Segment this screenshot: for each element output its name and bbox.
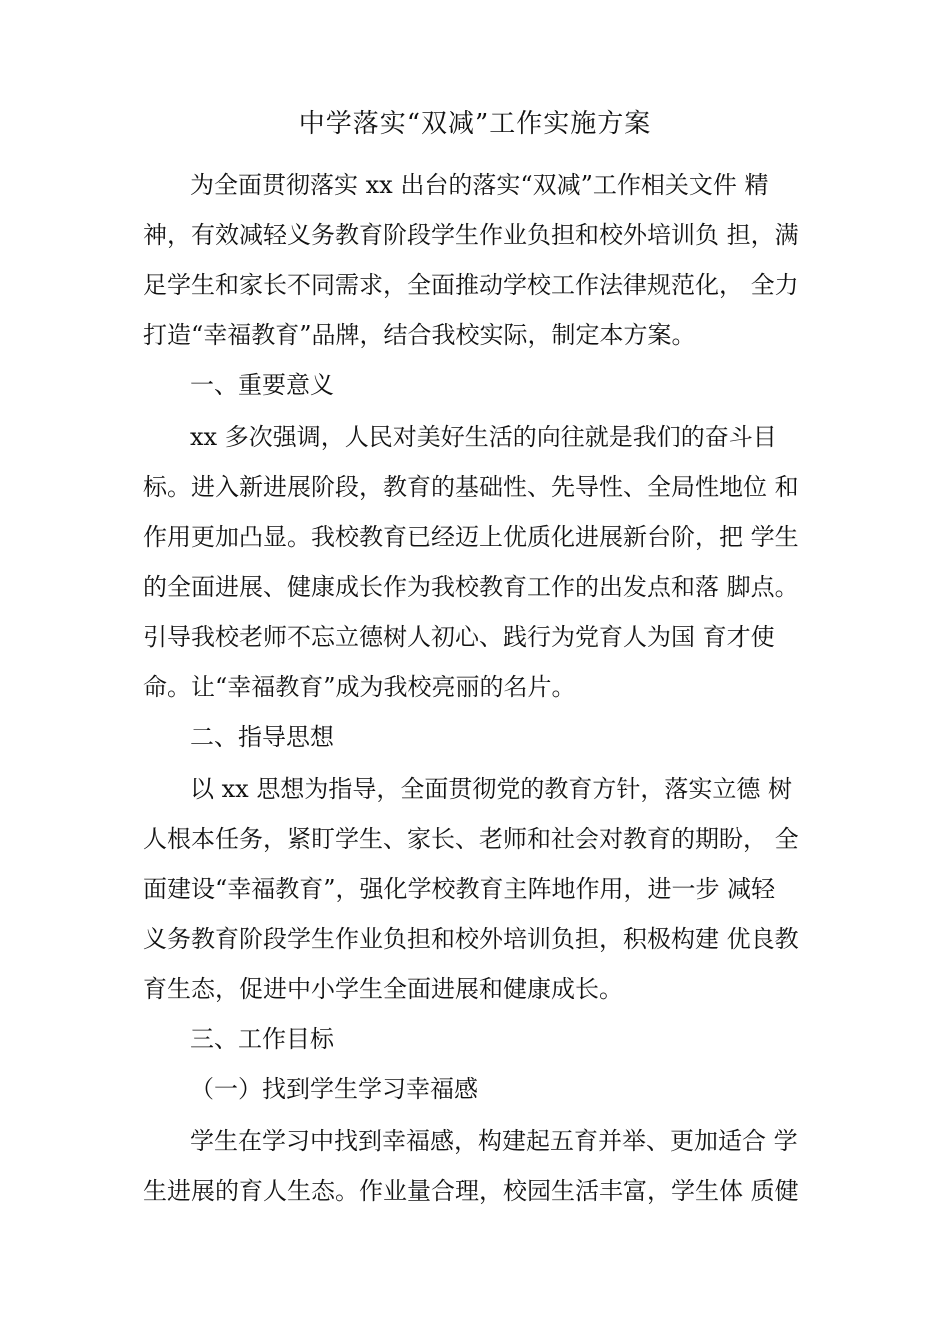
section-heading-guiding-thought: 二、指导思想 — [190, 723, 334, 751]
text-line: 面建设“幸福教育”，强化学校教育主阵地作用，进一步 减轻 — [143, 875, 776, 903]
text-line: xx 多次强调，人民对美好生活的向往就是我们的奋斗目 — [190, 423, 777, 451]
text-line: 作用更加凸显。我校教育已经迈上优质化进展新台阶，把 学生 — [143, 523, 799, 551]
section-heading-work-goals: 三、工作目标 — [190, 1025, 334, 1053]
text-line: 足学生和家长不同需求，全面推动学校工作法律规范化， 全力 — [143, 271, 799, 299]
subsection-heading: （一）找到学生学习幸福感 — [190, 1075, 478, 1103]
text-line: 神，有效减轻义务教育阶段学生作业负担和校外培训负 担，满 — [143, 221, 799, 249]
text-line: 学生在学习中找到幸福感，构建起五育并举、更加适合 学 — [190, 1127, 798, 1155]
text-line: 打造“幸福教育”品牌，结合我校实际，制定本方案。 — [143, 321, 696, 349]
text-line: 育生态，促进中小学生全面进展和健康成长。 — [143, 975, 623, 1003]
text-line: 义务教育阶段学生作业负担和校外培训负担，积极构建 优良教 — [143, 925, 799, 953]
text-line: 为全面贯彻落实 xx 出台的落实“双减”工作相关文件 精 — [190, 171, 769, 199]
text-line: 人根本任务，紧盯学生、家长、老师和社会对教育的期盼， 全 — [143, 825, 799, 853]
text-line: 引导我校老师不忘立德树人初心、践行为党育人为国 育才使 — [143, 623, 775, 651]
text-line: 生进展的育人生态。作业量合理，校园生活丰富，学生体 质健 — [143, 1177, 799, 1205]
document-title: 中学落实“双减”工作实施方案 — [298, 109, 652, 139]
text-line: 以 xx 思想为指导，全面贯彻党的教育方针，落实立德 树 — [190, 775, 792, 803]
text-line: 标。进入新进展阶段，教育的基础性、先导性、全局性地位 和 — [143, 473, 799, 501]
section-heading-importance: 一、重要意义 — [190, 371, 334, 399]
text-line: 命。让“幸福教育”成为我校亮丽的名片。 — [143, 673, 576, 701]
text-line: 的全面进展、健康成长作为我校教育工作的出发点和落 脚点。 — [143, 573, 799, 601]
